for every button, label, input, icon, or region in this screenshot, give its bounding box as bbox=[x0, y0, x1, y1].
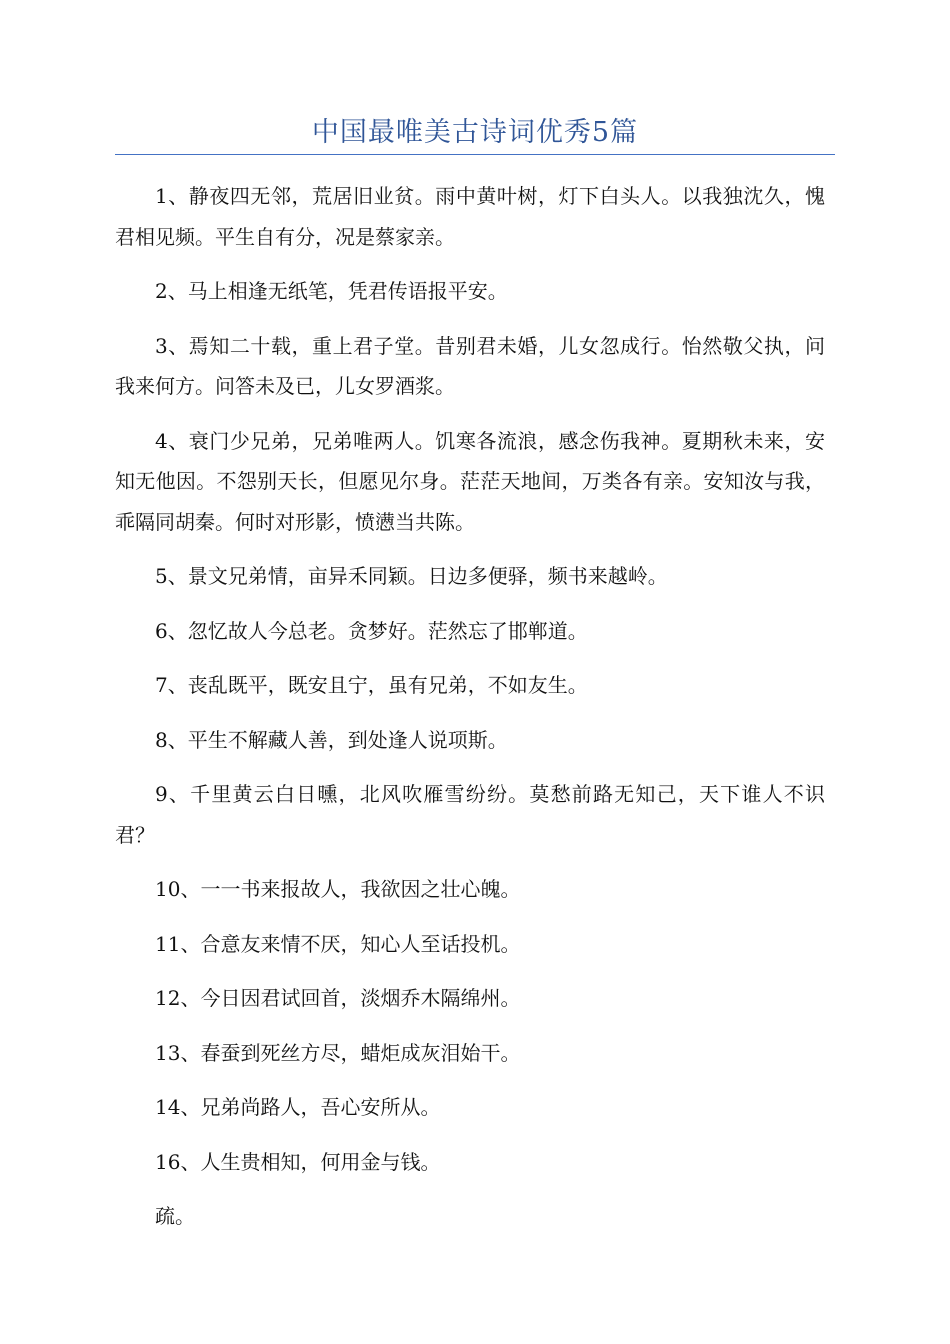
poem-paragraph-9: 9、千里黄云白日曛，北风吹雁雪纷纷。莫愁前路无知己，天下谁人不识君？ bbox=[115, 782, 825, 847]
title-underline bbox=[115, 154, 835, 155]
poem-paragraph-8: 8、平生不解藏人善，到处逢人说项斯。 bbox=[155, 727, 508, 752]
poem-paragraph-11: 11、合意友来情不厌，知心人至话投机。 bbox=[155, 931, 521, 956]
poem-paragraph-10: 10、一一书来报故人，我欲因之壮心魄。 bbox=[155, 877, 521, 901]
document-title: 中国最唯美古诗词优秀5篇 bbox=[311, 117, 639, 148]
poem-paragraph-4: 4、衰门少兄弟，兄弟唯两人。饥寒各流浪，感念伤我神。夏期秋未来，安知无他因。不怨别天长，但愿见尔身。茫茫天地间，万类各有亲。安知汝与我，乖隔同胡秦。何时对形影，愤懑当共陈。 bbox=[115, 428, 825, 534]
poem-paragraph-2: 2、马上相逢无纸笔，凭君传语报平安。 bbox=[155, 279, 508, 303]
poem-paragraph-13: 13、春蚕到死丝方尽，蜡炬成灰泪始干。 bbox=[155, 1040, 521, 1065]
poem-paragraph-16: 16、人生贵相知，何用金与钱。 bbox=[155, 1149, 441, 1174]
poem-paragraph-5: 5、景文兄弟情，亩异禾同颖。日边多便驿，频书来越岭。 bbox=[155, 564, 668, 588]
poem-paragraph-6: 6、忽忆故人今总老。贪梦好。茫然忘了邯郸道。 bbox=[155, 618, 588, 643]
poem-paragraph-14: 14、兄弟尚路人，吾心安所从。 bbox=[155, 1095, 441, 1119]
trailing-fragment: 疏。 bbox=[155, 1204, 195, 1228]
poem-paragraph-12: 12、今日因君试回首，淡烟乔木隔绵州。 bbox=[155, 986, 521, 1010]
poem-paragraph-3: 3、焉知二十载，重上君子堂。昔别君未婚，儿女忽成行。怡然敬父执，问我来何方。问答未及已，儿女罗酒浆。 bbox=[115, 333, 825, 398]
poem-paragraph-1: 1、静夜四无邻，荒居旧业贫。雨中黄叶树，灯下白头人。以我独沈久，愧君相见频。平生自有分，况是蔡家亲。 bbox=[115, 184, 825, 249]
document-body bbox=[115, 176, 825, 1251]
poem-paragraph-7: 7、丧乱既平，既安且宁，虽有兄弟，不如友生。 bbox=[155, 673, 588, 697]
